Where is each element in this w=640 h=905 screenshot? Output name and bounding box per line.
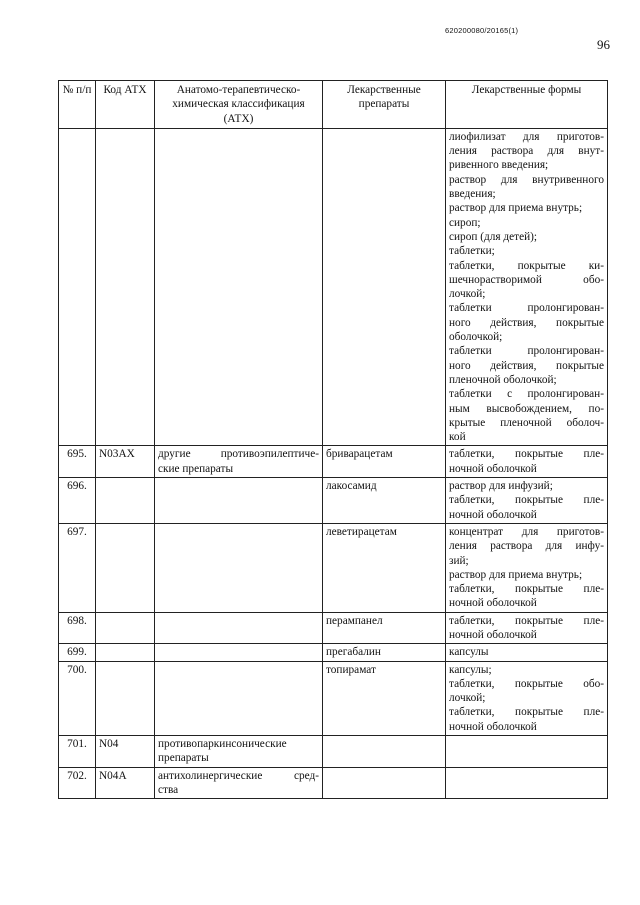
form-item: ного действия, покрытые (449, 359, 604, 372)
cell-atc-class (155, 128, 323, 446)
table-row (59, 661, 608, 735)
atc-line: другие противоэпилептиче- (158, 448, 319, 461)
cell-number: 699. (59, 644, 96, 661)
form-item: сироп; (449, 216, 481, 229)
form-item: таблетки пролонгирован- (449, 302, 604, 315)
document-code: 620200080/20165(1) (445, 26, 519, 35)
cell-atc-code (96, 523, 155, 612)
cell-number: 696. (59, 478, 96, 524)
atc-line: противопаркинсонические (158, 738, 287, 751)
cell-forms (446, 523, 608, 612)
cell-atc-class (155, 661, 323, 735)
cell-atc-code: N03AX (96, 446, 155, 478)
cell-forms (446, 736, 608, 768)
cell-number (59, 128, 96, 446)
form-item: сироп (для детей); (449, 230, 538, 243)
form-item: таблетки, покрытые пле- (449, 583, 604, 596)
form-item: пленочной оболочкой; (449, 373, 557, 386)
cell-forms (446, 446, 608, 478)
form-item: ночной оболочкой (449, 628, 537, 641)
cell-atc-class (155, 446, 323, 478)
form-item: капсулы; (449, 663, 492, 676)
form-item: кой (449, 431, 466, 444)
cell-atc-class (155, 767, 323, 799)
form-item: таблетки с пролонгирован- (449, 388, 604, 401)
form-item: таблетки; (449, 245, 495, 258)
page-number: 96 (597, 37, 610, 52)
form-item: ривенного введения; (449, 159, 549, 172)
cell-forms (446, 128, 608, 446)
col-header-atc-code: Код АТХ (96, 81, 155, 129)
cell-atc-class (155, 478, 323, 524)
cell-forms (446, 644, 608, 661)
form-item: таблетки, покрытые пле- (449, 494, 604, 507)
form-item: таблетки пролонгирован- (449, 345, 604, 358)
col-header-number: № п/п (59, 81, 96, 129)
table-row (59, 736, 608, 768)
form-item: раствор для приема внутрь; (449, 202, 583, 215)
cell-number: 702. (59, 767, 96, 799)
form-item: таблетки, покрытые пле- (449, 448, 604, 461)
cell-number: 695. (59, 446, 96, 478)
form-item: оболочкой; (449, 331, 503, 344)
cell-drug (323, 767, 446, 799)
cell-atc-code: N04A (96, 767, 155, 799)
cell-drug: леветирацетам (323, 523, 446, 612)
cell-atc-code: N04 (96, 736, 155, 768)
cell-atc-code (96, 612, 155, 644)
form-item: концентрат для приготов- (449, 525, 604, 538)
cell-number: 697. (59, 523, 96, 612)
form-item: таблетки, покрытые обо- (449, 677, 604, 690)
cell-atc-code (96, 478, 155, 524)
cell-forms (446, 612, 608, 644)
cell-drug: перампанел (323, 612, 446, 644)
form-item: лиофилизат для приготов- (449, 130, 604, 143)
cell-drug: лакосамид (323, 478, 446, 524)
atc-line: антихолинергические сред- (158, 769, 319, 782)
table-row (59, 644, 608, 661)
form-item: таблетки, покрытые пле- (449, 706, 604, 719)
col-header-forms: Лекарственные формы (446, 81, 608, 129)
form-item: ночной оболочкой (449, 597, 537, 610)
form-item: ночной оболочкой (449, 462, 537, 475)
cell-drug: прегабалин (323, 644, 446, 661)
cell-number: 698. (59, 612, 96, 644)
cell-atc-code (96, 128, 155, 446)
form-item: введения; (449, 188, 496, 201)
form-item: ночной оболочкой (449, 508, 537, 521)
atc-line: препараты (158, 752, 209, 765)
table-row (59, 612, 608, 644)
form-item: лочкой; (449, 288, 486, 301)
cell-drug: бриварацетам (323, 446, 446, 478)
form-item: зий; (449, 554, 469, 567)
form-item: таблетки, покрытые ки- (449, 259, 604, 272)
table-row (59, 767, 608, 799)
form-item: раствор для приема внутрь; (449, 568, 583, 581)
table-row (59, 523, 608, 612)
col-header-atc-class: Анатомо-терапевтическо-химическая классификация (АТХ) (155, 81, 323, 129)
form-item: шечнорастворимой обо- (449, 273, 604, 286)
form-item: ным высвобождением, по- (449, 402, 604, 415)
table-header-row (59, 81, 608, 129)
atc-line: ства (158, 783, 179, 796)
form-item: раствор для инфузий; (449, 480, 553, 493)
form-item: ления раствора для внут- (449, 145, 604, 158)
cell-atc-code (96, 661, 155, 735)
drug-table (58, 80, 608, 799)
form-item: ления раствора для инфу- (449, 540, 604, 553)
table-row (59, 478, 608, 524)
table-row-continuation (59, 128, 608, 446)
cell-atc-class (155, 612, 323, 644)
cell-drug (323, 128, 446, 446)
table-row (59, 446, 608, 478)
form-item: лочкой; (449, 692, 486, 705)
cell-forms (446, 478, 608, 524)
cell-atc-code (96, 644, 155, 661)
cell-number: 701. (59, 736, 96, 768)
cell-number: 700. (59, 661, 96, 735)
col-header-drugs: Лекарственные препараты (323, 81, 446, 129)
atc-line: ские препараты (158, 462, 234, 475)
form-item: ного действия, покрытые (449, 316, 604, 329)
form-item: ночной оболочкой (449, 720, 537, 733)
cell-drug (323, 736, 446, 768)
cell-atc-class (155, 644, 323, 661)
cell-forms (446, 767, 608, 799)
form-item: таблетки, покрытые пле- (449, 614, 604, 627)
form-item: капсулы (449, 646, 489, 659)
cell-drug: топирамат (323, 661, 446, 735)
cell-atc-class (155, 736, 323, 768)
form-item: раствор для внутривенного (449, 173, 604, 186)
form-item: крытые пленочной оболоч- (449, 416, 604, 429)
cell-forms (446, 661, 608, 735)
cell-atc-class (155, 523, 323, 612)
